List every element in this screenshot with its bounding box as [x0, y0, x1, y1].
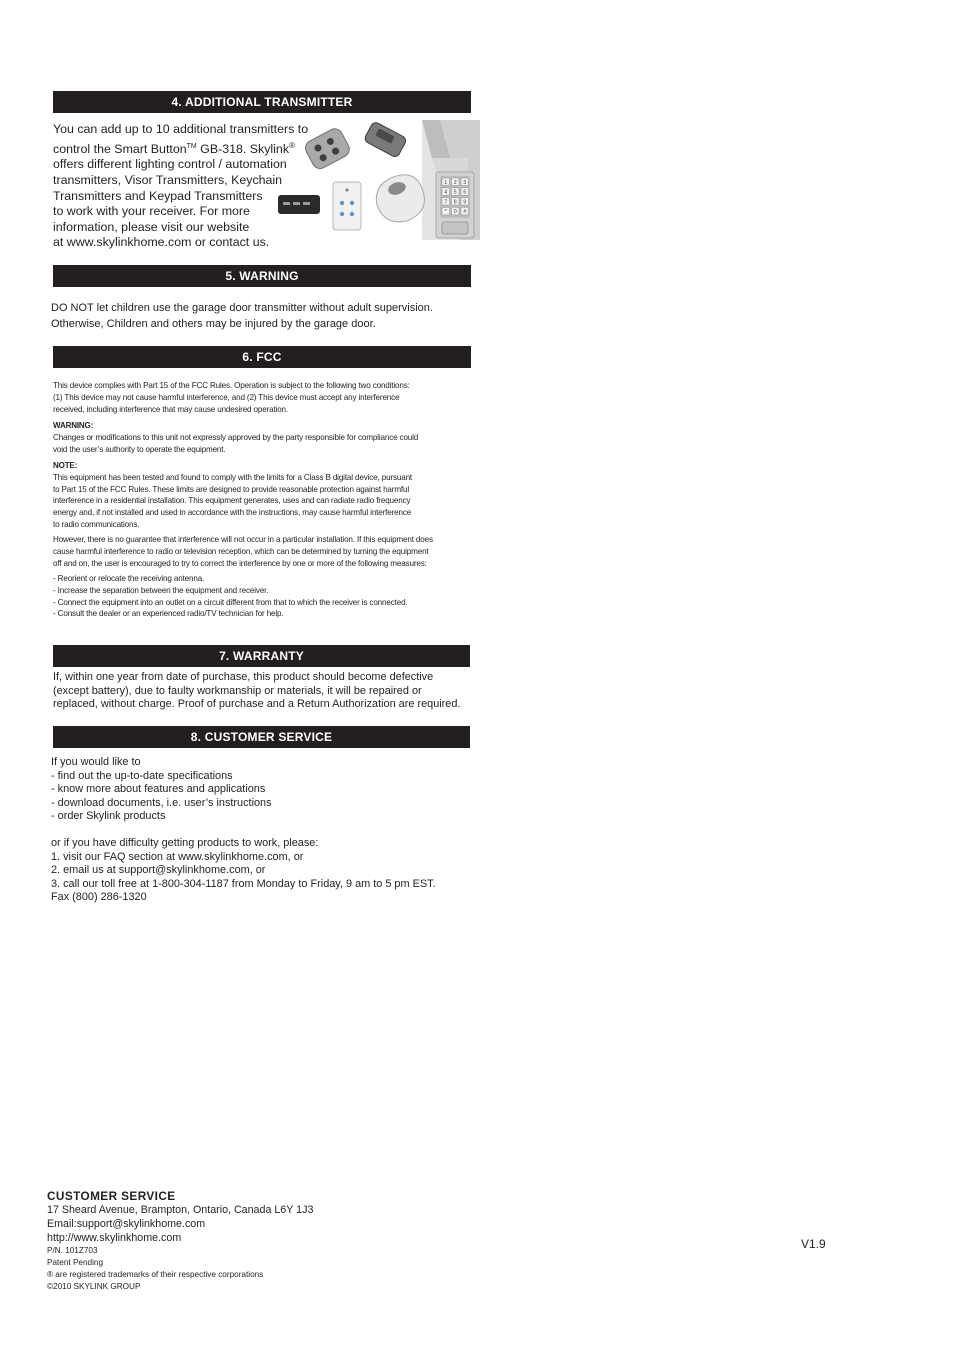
list-item: - Reorient or relocate the receiving antenna.	[53, 574, 205, 583]
visor-transmitter-large-image	[370, 170, 430, 229]
fcc-measures-list	[53, 573, 478, 620]
footer-website: http://www.skylinkhome.com	[47, 1231, 182, 1244]
list-item: 2. email us at support@skylinkhome.com, or	[51, 864, 266, 876]
keychain-transmitter-image	[303, 126, 352, 171]
fcc-warning-label: WARNING:	[53, 421, 94, 430]
visor-transmitter-image	[363, 121, 407, 158]
list-item: 3. call our toll free at 1-800-304-1187 from Monday to Friday, 9 am to 5 pm EST.	[51, 877, 436, 890]
paragraph-line: You can add up to 10 additional transmitters to	[53, 122, 309, 136]
list-item: Fax (800) 286-1320	[51, 891, 147, 903]
list-item: - Consult the dealer or an experienced radio/TV technician for help.	[53, 609, 284, 619]
list-item: - download documents, i.e. user’s instructions	[51, 796, 272, 809]
keypad-key-label: #	[463, 209, 467, 216]
warning-text	[51, 301, 481, 332]
keypad-key-label: 4	[444, 189, 448, 196]
fcc-note-label: NOTE:	[53, 461, 78, 470]
section-heading-additional-transmitter: 4. ADDITIONAL TRANSMITTER	[53, 91, 471, 113]
footer-contact-block	[47, 1188, 467, 1293]
paragraph-line: Otherwise, Children and others may be injured by the garage door.	[51, 317, 376, 330]
footer-patent: Patent Pending	[47, 1258, 103, 1268]
fcc-however-text: However, there is no guarantee that interference will not occur in a particular installation. If this equipment does cause harmful interference to radio or television reception, which can be determined by turning the equipment off and on, the user is encouraged to try to correct the interference by one or more of the following measures:	[53, 535, 433, 568]
list-item: - Increase the separation between the equipment and receiver.	[53, 585, 269, 595]
footer-copyright: ©2010 SKYLINK GROUP	[47, 1282, 141, 1292]
paragraph-line: transmitters, Visor Transmitters, Keychain	[53, 172, 283, 187]
list-item: - know more about features and applications	[51, 783, 266, 795]
paragraph-line: DO NOT let children use the garage door transmitter without adult supervision.	[51, 302, 433, 314]
flat-transmitter-image	[278, 195, 320, 214]
footer-title: CUSTOMER SERVICE	[47, 1189, 176, 1203]
section-heading-fcc: 6. FCC	[53, 346, 471, 368]
keypad-key-label: 5	[453, 189, 457, 196]
paragraph-line: information, please visit our website	[53, 219, 250, 234]
keypad-key-label: 0	[453, 209, 457, 216]
customer-service-text	[51, 756, 481, 905]
list-item: 1. visit our FAQ section at www.skylinkhome.com, or	[51, 850, 304, 863]
keypad-key-label: 3	[463, 179, 467, 186]
list-item: - find out the up-to-date specifications	[51, 769, 233, 782]
paragraph-line: Transmitters and Keypad Transmitters	[53, 188, 263, 203]
lighting-control-transmitter-image	[333, 182, 361, 230]
fcc-compliance-text: This device complies with Part 15 of the FCC Rules. Operation is subject to the following two conditions: (1) This device may not cause harmful interference, and (2) This device must accept any interference received, including interference that may cause undesired operation.	[53, 381, 410, 414]
keypad-key-label: 9	[463, 199, 467, 206]
paragraph-line: at www.skylinkhome.com or contact us.	[53, 235, 270, 250]
transmitters-product-image	[272, 118, 480, 242]
footer-part-number: P/N. 101Z703	[47, 1246, 98, 1256]
keypad-key-label: 7	[444, 199, 448, 206]
keypad-key-label: 2	[453, 179, 457, 186]
section-heading-warranty: 7. WARRANTY	[53, 645, 470, 667]
list-item: - Connect the equipment into an outlet on a circuit different from that to which the receiver is connected.	[53, 597, 408, 607]
list-item: If you would like to	[51, 756, 141, 768]
keypad-key-label: 8	[453, 199, 457, 206]
list-item: - order Skylink products	[51, 810, 166, 822]
section-heading-customer-service: 8. CUSTOMER SERVICE	[53, 726, 470, 748]
paragraph-line: offers different lighting control / automation	[53, 157, 287, 172]
keypad-key-label: 1	[444, 179, 448, 186]
list-item: or if you have difficulty getting products to work, please:	[51, 837, 319, 849]
footer-trademark: ® are registered trademarks of their respective corporations	[47, 1270, 264, 1280]
footer-address: 17 Sheard Avenue, Brampton, Ontario, Canada L6Y 1J3	[47, 1204, 314, 1216]
keypad-key-label: 6	[463, 189, 467, 196]
fcc-warning-text: WARNING: Changes or modifications to this unit not expressly approved by the party responsible for compliance could void the user’s authority to operate the equipment.	[53, 420, 478, 455]
version-label: V1.9	[801, 1237, 826, 1251]
paragraph-line: to work with your receiver. For more	[53, 204, 250, 219]
keypad-transmitter-image	[436, 172, 474, 238]
footer-email: Email:support@skylinkhome.com	[47, 1217, 206, 1230]
section-heading-warning: 5. WARNING	[53, 265, 471, 287]
fcc-note-text: NOTE: This equipment has been tested and found to comply with the limits for a Class B digital device, pursuant to Part 15 of the FCC Rules. These limits are designed to provide reasonable protection against harmful interference in a residential installation. This equipment generates, uses and can radiate radio frequency energy and, if not installed and used in accordance with the instructions, may cause harmful interference to radio communications.	[53, 460, 478, 531]
warranty-text: If, within one year from date of purchase, this product should become defective (except battery), due to faulty workmanship or materials, it will be repaired or replaced, without charge. Proof of purchase and a Return Authorization are required.	[53, 671, 461, 711]
paragraph-line: control the Smart Button™ GB-318. Skylink®	[53, 140, 295, 156]
keypad-key-label: *	[444, 209, 447, 216]
